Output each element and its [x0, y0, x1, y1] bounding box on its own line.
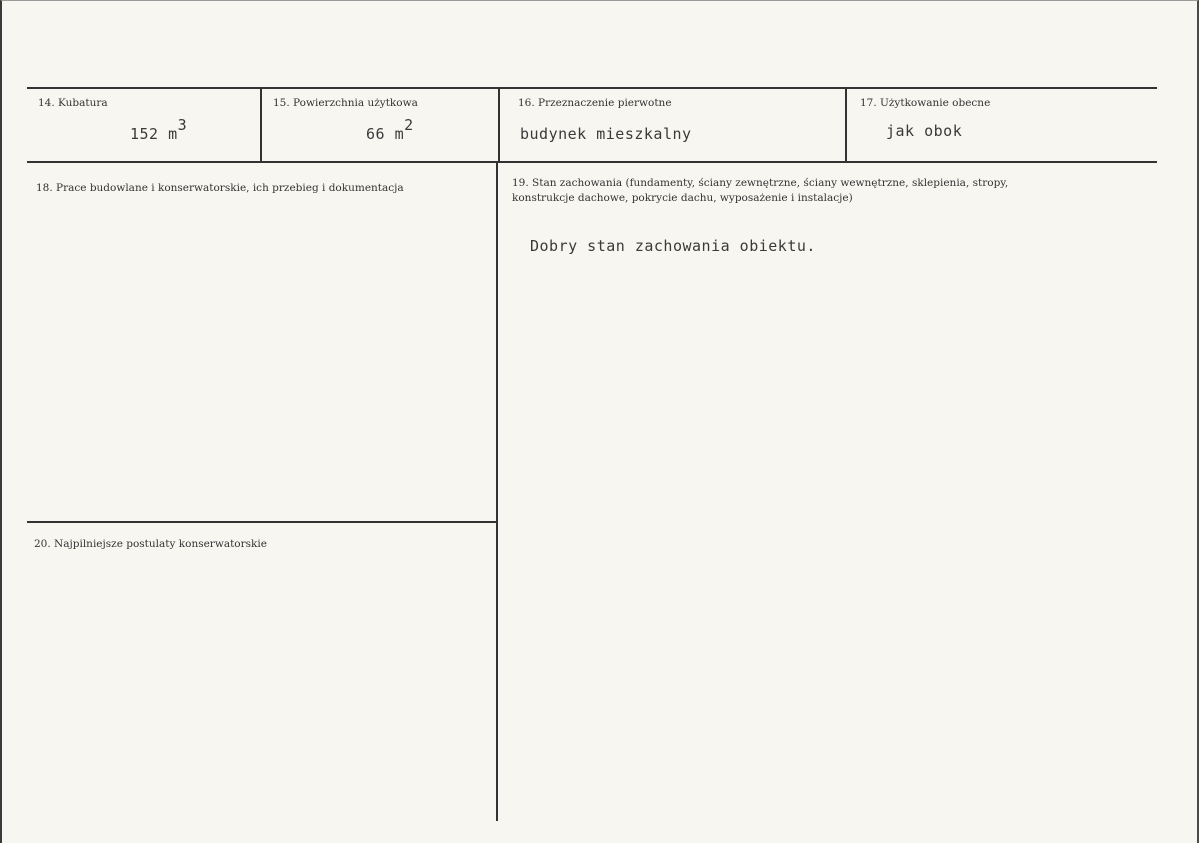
- col-divider-2: [498, 87, 500, 162]
- field-15-value-main: 66 m: [366, 125, 405, 143]
- col-divider-3: [845, 87, 847, 162]
- col-divider-1: [260, 87, 262, 162]
- field-20-label: 20. Najpilniejsze postulaty konserwatorskie: [34, 538, 267, 550]
- field-19-label-line2: konstrukcje dachowe, pokrycie dachu, wyposażenie i instalacje): [512, 192, 853, 204]
- field-16-label: 16. Przeznaczenie pierwotne: [518, 97, 672, 109]
- field-17-value: jak obok: [886, 122, 963, 140]
- field-14-value: [130, 116, 188, 143]
- field-14-label: 14. Kubatura: [38, 97, 108, 109]
- field-19-value: Dobry stan zachowania obiektu.: [530, 237, 816, 255]
- field-17-label: 17. Użytkowanie obecne: [860, 97, 991, 109]
- field-19-label-line1: 19. Stan zachowania (fundamenty, ściany zewnętrzne, ściany wewnętrzne, sklepienia, stropy,: [512, 177, 1009, 189]
- field-16-value: budynek mieszkalny: [520, 125, 692, 143]
- row-divider: [27, 161, 1157, 163]
- section-divider: [27, 521, 496, 523]
- field-18-label: 18. Prace budowlane i konserwatorskie, ich przebieg i dokumentacja: [36, 182, 404, 194]
- field-15-value-sup: 2: [404, 116, 414, 134]
- table-top-border: [27, 87, 1157, 89]
- field-14-value-sup: 3: [177, 116, 188, 134]
- field-15-label: 15. Powierzchnia użytkowa: [273, 97, 418, 109]
- field-15-value: [366, 116, 414, 143]
- main-col-divider: [496, 161, 498, 821]
- field-14-value-main: 152 m: [130, 125, 178, 143]
